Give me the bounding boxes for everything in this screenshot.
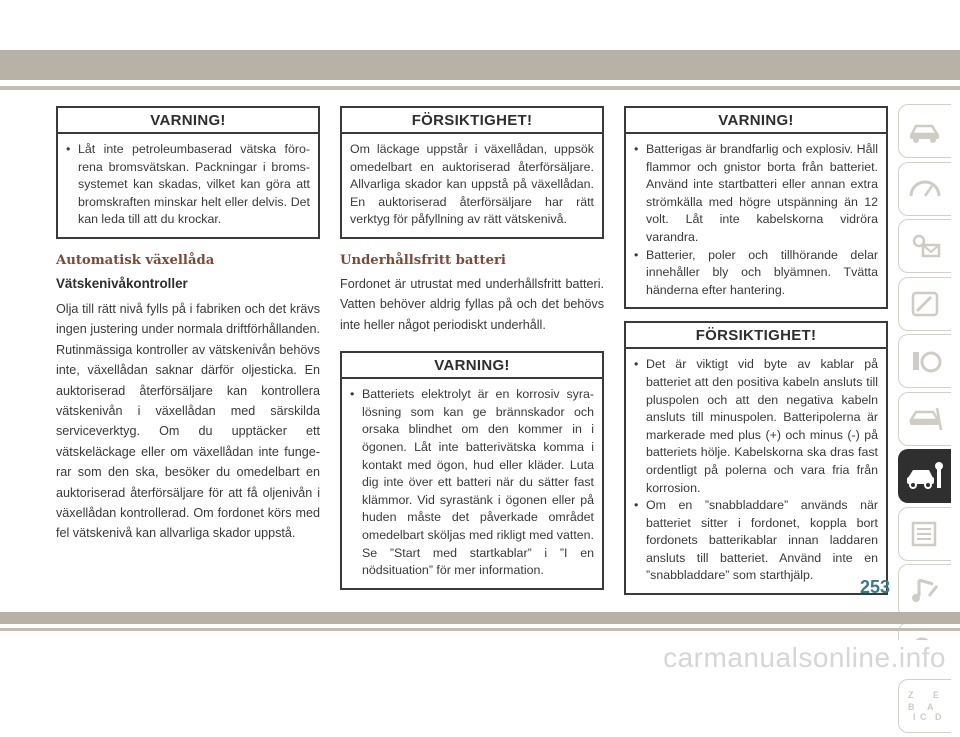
multimedia-icon[interactable]	[898, 507, 951, 561]
section-heading-automatic-transmission: Automatisk växellåda	[56, 252, 215, 268]
warning-title: VARNING!	[626, 108, 886, 134]
servicing-maintenance-icon[interactable]	[898, 392, 951, 446]
customer-assistance-icon[interactable]	[898, 564, 951, 618]
warning-item: • Batterigas är brandfarlig och explosiv. Håll flammor och gnistor borta från batteriet. Använd inte startbatteri eller annan extra strömkälla med högre utspänning än 12 volt. Låt inte kabelskorna vidröra varandra.	[634, 141, 878, 247]
paragraph-battery: Fordonet är utrustat med underhållsfritt batteri. Vatten behöver aldrig fyllas på och det behövs inte heller något periodiskt underhåll.	[340, 276, 604, 332]
column-1	[56, 106, 320, 544]
warning-box-battery-gas	[624, 106, 888, 309]
page-number: 253	[859, 577, 890, 597]
car-info-icon[interactable]	[898, 104, 951, 158]
watermark-text: carmanualsonline.info	[663, 642, 946, 673]
caution-item: • Om en ”snabbladdare” används när batteriet sitter i fordonet, koppla bort fordonets batterikablar innan laddaren ansluts till batteriet. Använd inte en ”snabbladdare” som starthjälp.	[634, 497, 878, 585]
warning-item: • Batterier, poler och tillhörande delar innehåller bly och blyämnen. Tvätta händerna efter hantering.	[634, 247, 878, 300]
index-icon[interactable]	[898, 679, 951, 733]
caution-item: • Det är viktigt vid byte av kablar på batteriet att den positiva kabeln ansluts till pluspolen och att den negativa kabeln ansluts till minuspolen. Batteripolerna är markerade med plus (+) och minus (-) på batteriets hölje. Kabelskorna ska dras fast ordentligt på polerna och vara fria från korrosion.	[634, 356, 878, 497]
specifications-icon[interactable]	[898, 449, 951, 503]
safety-airbag-icon[interactable]	[898, 219, 951, 273]
caution-list	[634, 356, 878, 585]
warning-emergency-icon[interactable]	[898, 334, 951, 388]
index-letter: D	[935, 712, 942, 722]
header-bar	[0, 50, 960, 80]
footer-rule	[0, 628, 960, 631]
column-3	[624, 106, 888, 609]
caution-title: FÖRSIKTIGHET!	[342, 108, 602, 134]
top-margin	[0, 0, 960, 50]
warning-item: • Låt inte petroleumbaserad vätska förorena bromsvätskan. Packningar i bromssystemet kan skadas, vilket kan göra att bromskraften minskar helt eller delvis. Det kan leda till att du krockar.	[66, 141, 310, 229]
warning-list	[634, 141, 878, 299]
index-letter: E	[933, 690, 940, 700]
index-letter: Z	[908, 690, 914, 700]
paragraph-fluid-level: Olja till rätt nivå fylls på i fabriken och det krävs ingen justering under normala driftförhållanden. Rutinmässiga kontroller av vätskenivån behövs inte, växellådan saknar därför oljesticka. En auktoriserad återförsäljare kan kontrollera vätskenivån i växellådan med särskilda serviceverktyg. Om du upptäcker ett vätskeläckage eller om växellådan inte fungerar som den ska, besöker du omedelbart en auktoriserad återförsäljare för att få oljenivån i växellådan kontrollerad. Om fordonet körs med fel vätskenivå kan allvarliga skador uppstå.	[56, 301, 320, 541]
index-letter: B	[908, 702, 915, 712]
index-letter: I	[913, 712, 916, 722]
warning-list	[66, 141, 310, 229]
section-heading-maintenance-free-battery: Underhållsfritt batteri	[340, 252, 506, 268]
footer-bar	[0, 612, 960, 624]
index-letter: A	[927, 702, 934, 712]
index-letter: C	[920, 712, 927, 722]
subheading-fluid-level: Vätskenivåkontroller	[56, 275, 188, 291]
caution-text: Om läckage uppstår i växellådan, uppsök omedelbart en auktoriserad återförsäljare. Allvarliga skador kan uppstå på växellådan. En auktoriserad återförsäljare har rätt verktyg för påfyllning av rätt vätskenivå.	[350, 142, 594, 227]
caution-box-cables	[624, 321, 888, 595]
warning-title: VARNING!	[342, 353, 602, 379]
warning-list	[350, 386, 594, 580]
starting-driving-icon[interactable]	[898, 277, 951, 331]
warning-item: • Batteriets elektrolyt är en korrosiv syralösning som kan ge brännskador och orsaka blindhet om den kommer in i ögonen. Låt inte batterivätska komma i kontakt med ögon, hud eller kläder. Luta dig inte över ett batteri när du sätter fast klämmor. Vid syrastänk i ögonen eller på huden måste det påverkade området omedelbart sköljas med rikligt med vatten. Se ”Start med startkablar” i ”I en nödsituation” för mer information.	[350, 386, 594, 580]
warning-box-fluid	[56, 106, 320, 239]
warning-box-electrolyte	[340, 351, 604, 590]
warning-title: VARNING!	[58, 108, 318, 134]
column-2	[340, 106, 604, 604]
caution-title: FÖRSIKTIGHET!	[626, 323, 886, 349]
dashboard-indicators-icon[interactable]	[898, 162, 951, 216]
caution-box-leak	[340, 106, 604, 239]
header-rule	[0, 86, 960, 90]
watermark	[0, 640, 960, 676]
